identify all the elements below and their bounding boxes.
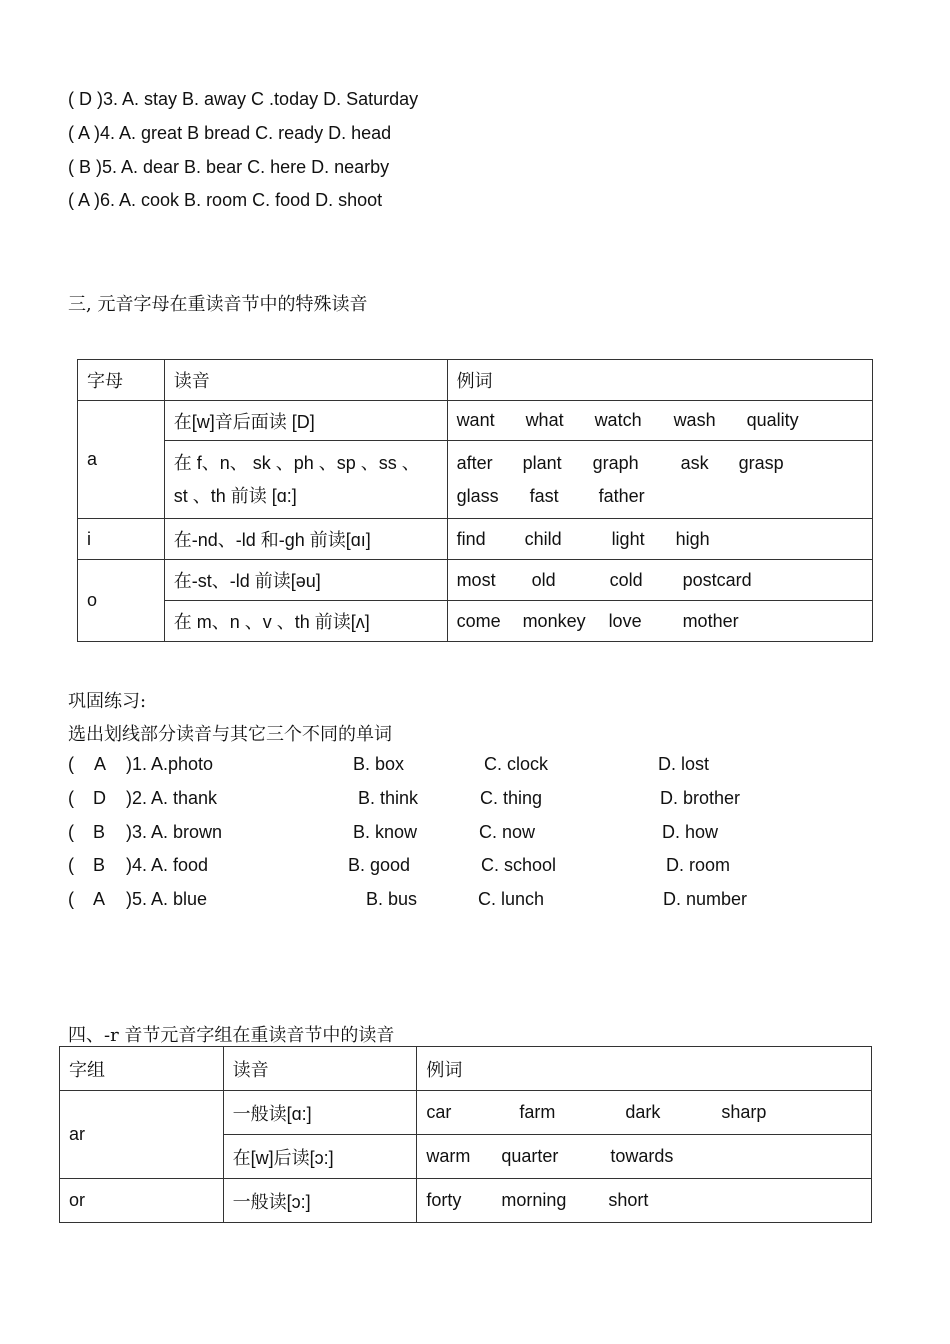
group-ar: ar bbox=[60, 1091, 224, 1179]
answer-line-5: ( B )5. A. dear B. bear C. here D. nearby bbox=[68, 157, 390, 177]
answer-line-6: ( A )6. A. cook B. room C. food D. shoot bbox=[68, 190, 383, 210]
header-examples: 例词 bbox=[417, 1047, 872, 1091]
or-words: forty morning short bbox=[417, 1179, 872, 1223]
table-row bbox=[78, 601, 873, 642]
ar-rule-1: 一般读[ɑ:] bbox=[223, 1091, 417, 1135]
o-rule-1: 在-st、-ld 前读[əu] bbox=[164, 560, 447, 601]
ar-rule-2: 在[w]后读[ɔ:] bbox=[223, 1135, 417, 1179]
letter-i: i bbox=[78, 519, 165, 560]
header-examples: 例词 bbox=[447, 360, 872, 401]
table-header-row bbox=[78, 360, 873, 401]
a-words-2: after plant graph ask grasp glass fast father bbox=[447, 441, 872, 519]
o-words-2: come monkey love mother bbox=[447, 601, 872, 642]
practice-instruction: 选出划线部分读音与其它三个不同的单词 bbox=[68, 724, 392, 745]
table-row bbox=[60, 1091, 872, 1135]
header-group: 字组 bbox=[60, 1047, 224, 1091]
answer-line-4: ( A )4. A. great B bread C. ready D. head bbox=[68, 123, 392, 143]
table-row bbox=[78, 519, 873, 560]
vowel-special-table bbox=[77, 359, 873, 642]
or-rule: 一般读[ɔ:] bbox=[223, 1179, 417, 1223]
letter-a: a bbox=[78, 401, 165, 519]
section3-title: 三, 元音字母在重读音节中的特殊读音 bbox=[68, 294, 368, 315]
table-row bbox=[78, 560, 873, 601]
table-row bbox=[78, 441, 873, 519]
i-words: find child light high bbox=[447, 519, 872, 560]
group-or: or bbox=[60, 1179, 224, 1223]
answer-line-3: ( D )3. A. stay B. away C .today D. Saturday bbox=[68, 89, 419, 109]
ar-words-1: car farm dark sharp bbox=[417, 1091, 872, 1135]
table-row bbox=[60, 1179, 872, 1223]
r-vowel-table bbox=[59, 1046, 872, 1223]
letter-o: o bbox=[78, 560, 165, 642]
o-words-1: most old cold postcard bbox=[447, 560, 872, 601]
a-rule-1: 在[w]音后面读 [D] bbox=[164, 401, 447, 441]
ar-words-2: warm quarter towards bbox=[417, 1135, 872, 1179]
header-pronunciation: 读音 bbox=[223, 1047, 417, 1091]
table-header-row bbox=[60, 1047, 872, 1091]
a-words-1: want what watch wash quality bbox=[447, 401, 872, 441]
a-rule-2: 在 f、n、 sk 、ph 、sp 、ss 、 st 、th 前读 [ɑ:] bbox=[164, 441, 447, 519]
header-letter: 字母 bbox=[78, 360, 165, 401]
table-row bbox=[78, 401, 873, 441]
o-rule-2: 在 m、n 、v 、th 前读[ʌ] bbox=[164, 601, 447, 642]
header-pronunciation: 读音 bbox=[164, 360, 447, 401]
practice-title: 巩固练习: bbox=[68, 691, 147, 712]
i-rule: 在-nd、-ld 和-gh 前读[ɑı] bbox=[164, 519, 447, 560]
section4-title: 四、-r 音节元音字组在重读音节中的读音 bbox=[68, 1025, 395, 1046]
